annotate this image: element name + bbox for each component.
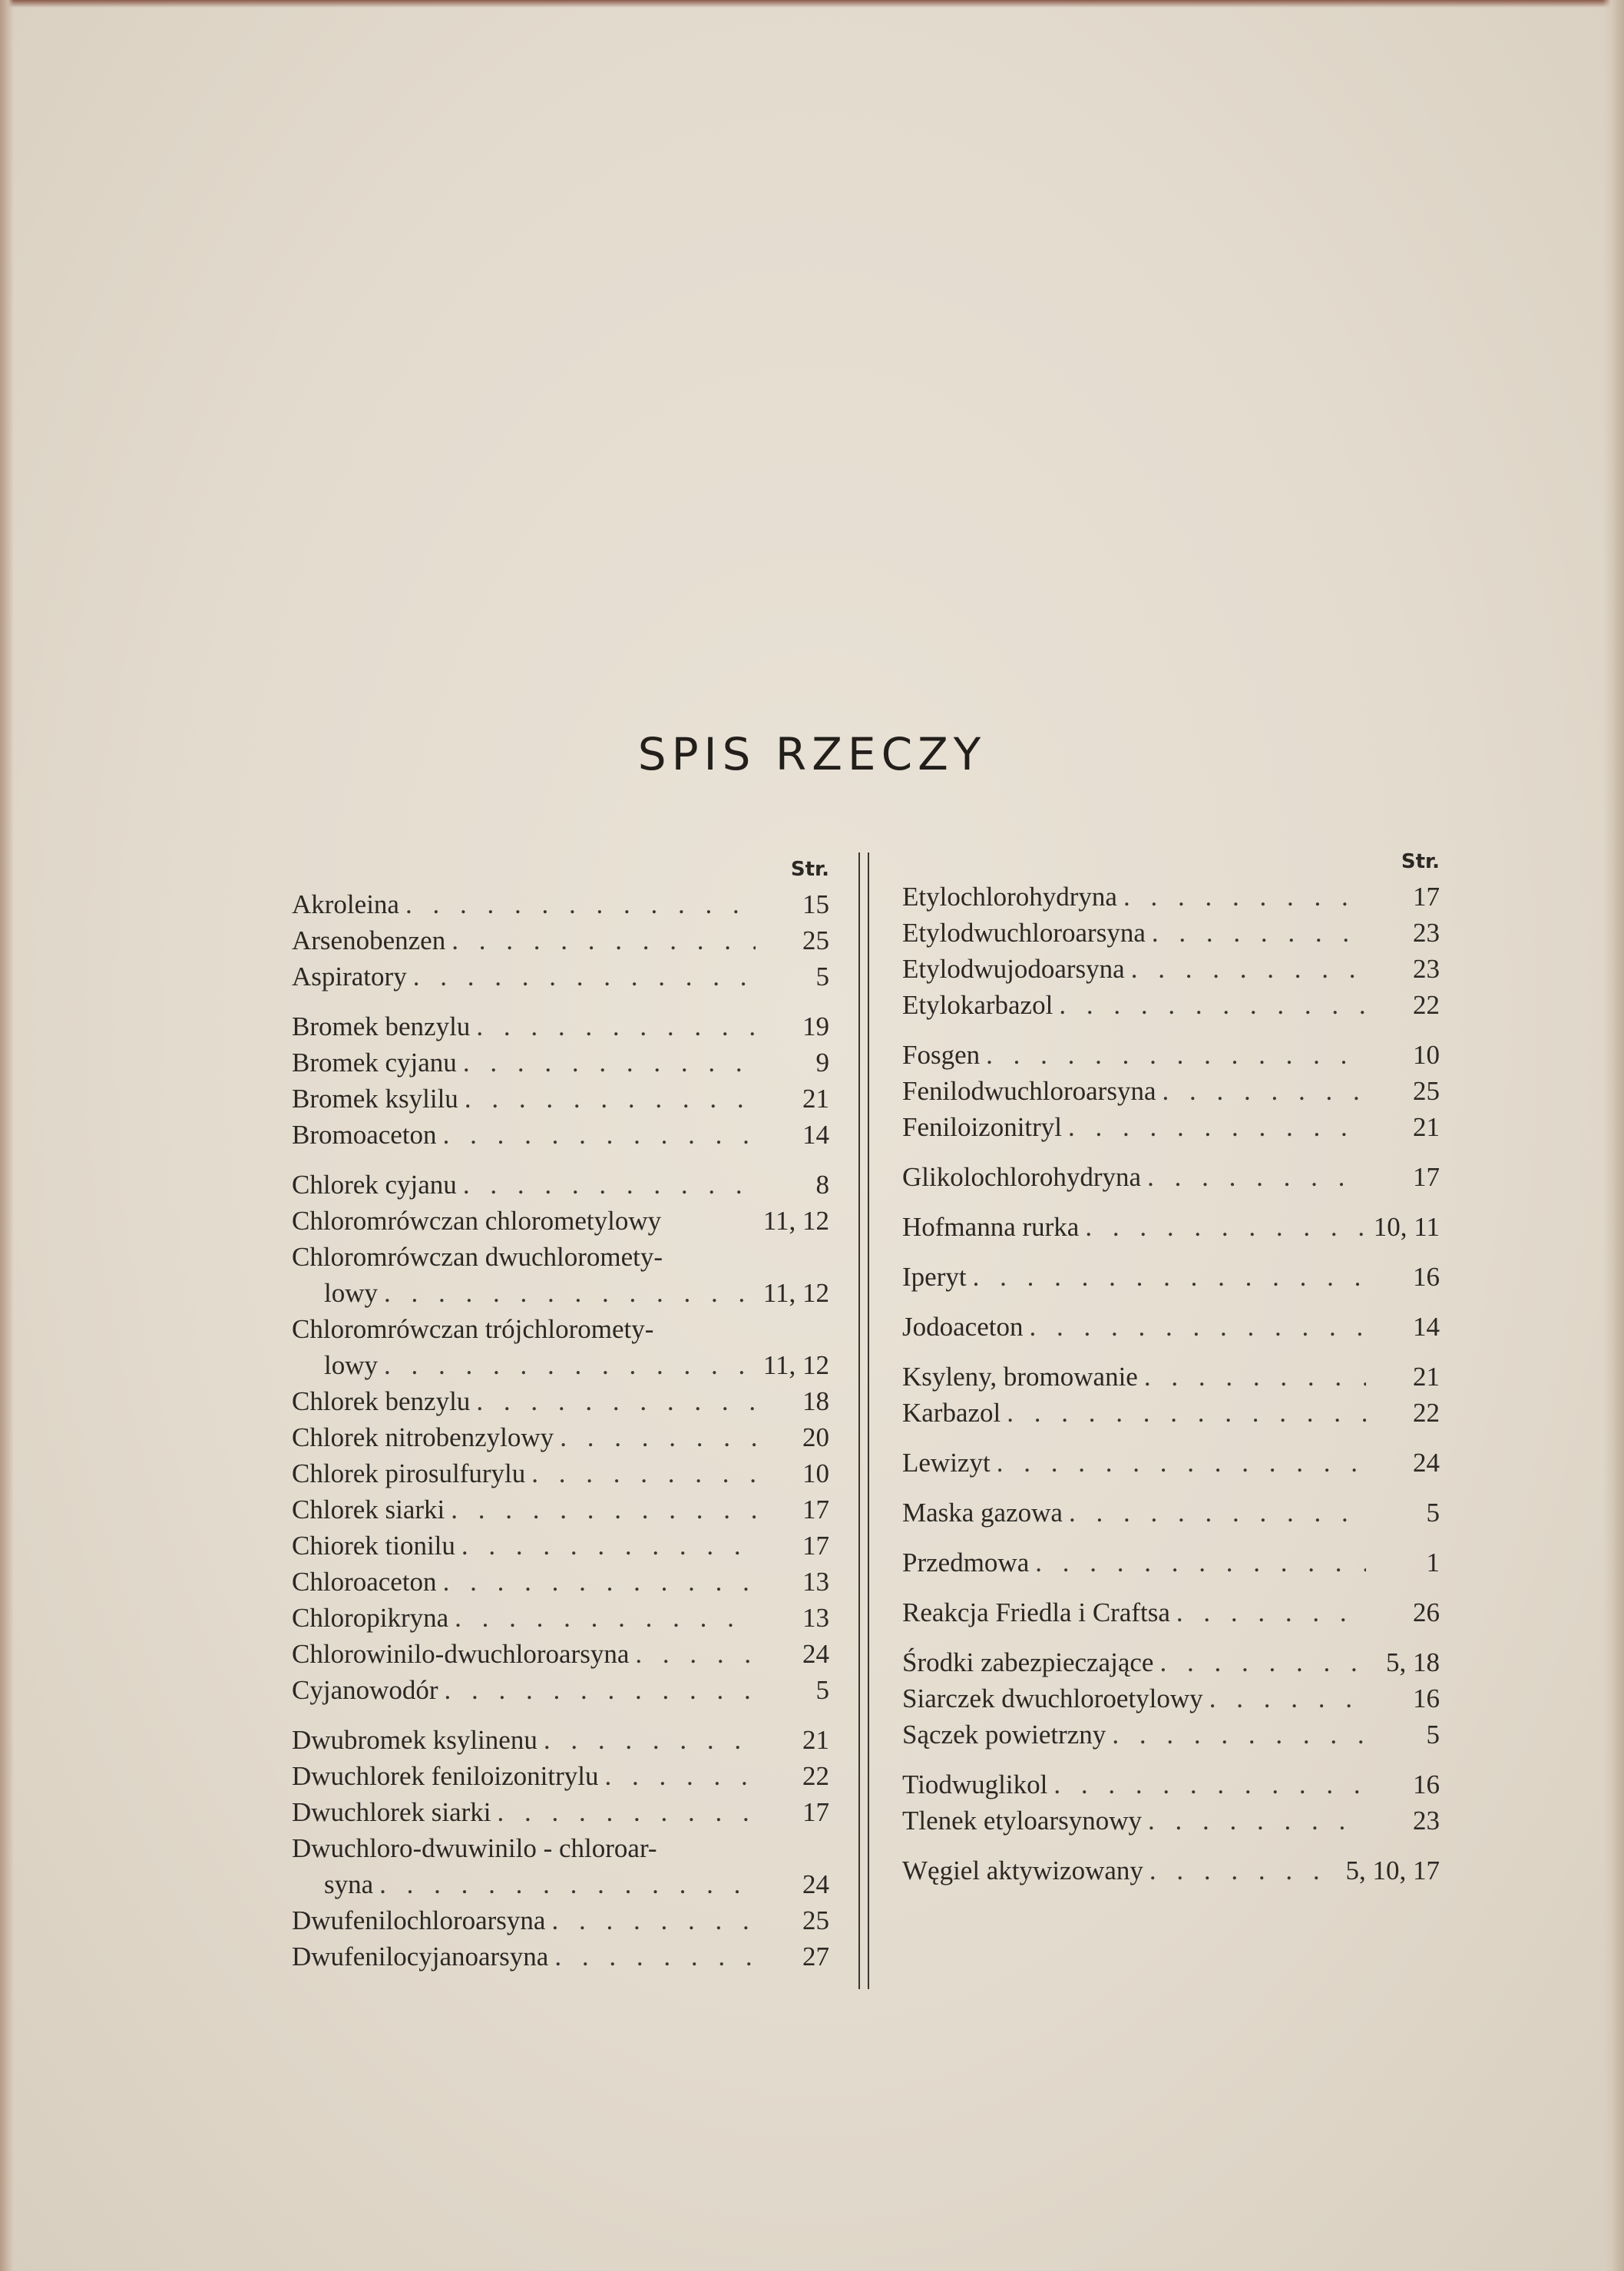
toc-entry-label: Chloromrówczan trójchloromety-: [292, 1314, 654, 1344]
toc-entry: [902, 987, 1440, 1023]
toc-entry: [902, 1544, 1440, 1581]
toc-entry: [292, 1117, 829, 1153]
dot-leader: [545, 1902, 756, 1938]
toc-group: [902, 1495, 1440, 1531]
toc-right-entries: [902, 879, 1440, 1889]
toc-entry-label: Etylodwujodoarsyna: [902, 954, 1125, 984]
toc-entry: [292, 1600, 829, 1636]
toc-group: [902, 1445, 1440, 1481]
toc-entry-page: 13: [802, 1603, 829, 1633]
toc-entry-page: 11, 12: [762, 1206, 829, 1236]
toc-entry: [292, 1455, 829, 1491]
toc-entry: [902, 1259, 1440, 1295]
dot-leader: [1001, 1395, 1366, 1431]
toc-entry-page: 17: [1413, 882, 1440, 912]
toc-group: [902, 1037, 1440, 1145]
toc-entry-page: 24: [802, 1869, 829, 1899]
toc-group: [902, 1359, 1440, 1431]
column-divider: [858, 852, 869, 1989]
toc-entry: [292, 1239, 829, 1275]
toc-entry-label: Dwuchloro-dwuwinilo - chloroar-: [292, 1833, 657, 1863]
toc-entry: [292, 1044, 829, 1081]
toc-entry-label: Ksyleny, bromowanie: [902, 1362, 1138, 1392]
dot-leader: [1063, 1495, 1366, 1531]
toc-entry-page: 23: [1413, 918, 1440, 948]
toc-entry-page: 5, 18: [1386, 1647, 1440, 1677]
dot-leader: [378, 1275, 756, 1311]
toc-group: [292, 1167, 829, 1708]
toc-entry-label: Hofmanna rurka: [902, 1212, 1080, 1242]
toc-entry: [902, 1680, 1440, 1716]
toc-entry-label: Chloromrówczan dwuchloromety-: [292, 1242, 663, 1272]
toc-group: [902, 1852, 1440, 1889]
dot-leader: [980, 1037, 1366, 1073]
toc-entry-page: 11, 12: [762, 1350, 829, 1380]
toc-group: [902, 1766, 1440, 1839]
toc-entry-label: Arsenobenzen: [292, 925, 446, 955]
dot-leader: [548, 1938, 756, 1975]
dot-leader: [525, 1455, 756, 1491]
dot-leader: [1142, 1803, 1366, 1839]
dot-leader: [470, 1008, 756, 1044]
toc-entry: [902, 915, 1440, 951]
dot-leader: [629, 1636, 756, 1672]
toc-entry-page: 26: [1413, 1597, 1440, 1627]
toc-entry-page: 18: [802, 1386, 829, 1416]
toc-entry-label: Chlorek cyjanu: [292, 1170, 457, 1200]
toc-entry-page: 17: [1413, 1162, 1440, 1192]
toc-entry: [902, 1309, 1440, 1345]
toc-entry: [902, 1109, 1440, 1145]
toc-entry-label: Chlorek siarki: [292, 1495, 445, 1524]
dot-leader: [373, 1866, 756, 1902]
toc-entry: [292, 1564, 829, 1600]
toc-entry: [902, 1852, 1440, 1889]
dot-leader: [457, 1044, 756, 1081]
toc-entry-page: 10: [1413, 1040, 1440, 1070]
toc-entry: [902, 1766, 1440, 1803]
toc-entry: [292, 1347, 829, 1383]
toc-right-column: [902, 845, 1440, 1902]
str-header-right: Str.: [1401, 850, 1440, 873]
dot-leader: [1156, 1073, 1366, 1109]
toc-entry: [292, 1866, 829, 1902]
toc-left-column: [292, 852, 829, 1988]
dot-leader: [491, 1794, 756, 1830]
dot-leader: [1125, 951, 1366, 987]
toc-entry: [292, 922, 829, 958]
toc-entry-label: Chlorek nitrobenzylowy: [292, 1422, 554, 1452]
toc-entry: [902, 951, 1440, 987]
toc-entry-label: Jodoaceton: [902, 1312, 1024, 1342]
toc-entry-page: 27: [802, 1942, 829, 1971]
toc-entry-page: 16: [1413, 1769, 1440, 1799]
toc-entry-label: Chlorek pirosulfurylu: [292, 1458, 526, 1488]
toc-entry-label: Feniloizonitryl: [902, 1112, 1063, 1142]
toc-entry-label: Bromek cyjanu: [292, 1048, 457, 1078]
toc-entry-label: syna: [324, 1869, 374, 1899]
toc-entry-label: Etylochlorohydryna: [902, 882, 1117, 912]
toc-entry: [292, 1008, 829, 1044]
dot-leader: [445, 922, 756, 958]
toc-entry: [292, 1081, 829, 1117]
toc-entry: [902, 1716, 1440, 1753]
toc-entry: [292, 958, 829, 995]
toc-entry-page: 5: [815, 962, 829, 991]
toc-group: [902, 1309, 1440, 1345]
dot-leader: [407, 958, 756, 995]
toc-entry-page: 14: [802, 1120, 829, 1150]
toc-group: [902, 1159, 1440, 1195]
toc-group: [902, 1594, 1440, 1630]
toc-group: [902, 1644, 1440, 1753]
toc-entry-label: Chiorek tionilu: [292, 1531, 455, 1561]
toc-entry: [902, 1644, 1440, 1680]
toc-entry-label: Dwuchlorek feniloizonitrylu: [292, 1761, 599, 1791]
toc-entry-label: Akroleina: [292, 889, 399, 919]
toc-entry-page: 5: [1426, 1498, 1440, 1528]
toc-entry-page: 21: [802, 1725, 829, 1755]
toc-left-entries: [292, 886, 829, 1975]
toc-entry-page: 10: [802, 1458, 829, 1488]
toc-entry: [292, 1830, 829, 1866]
toc-entry-page: 23: [1413, 954, 1440, 984]
toc-entry: [292, 1383, 829, 1419]
toc-entry-label: Karbazol: [902, 1398, 1001, 1428]
toc-entry-label: Etylokarbazol: [902, 990, 1053, 1020]
toc-group: [902, 1259, 1440, 1295]
page-top-edge: [0, 0, 1624, 8]
toc-entry-label: Sączek powietrzny: [902, 1720, 1106, 1750]
toc-entry-label: Dwubromek ksylinenu: [292, 1725, 537, 1755]
page-left-edge: [0, 0, 14, 2271]
toc-entry: [902, 1594, 1440, 1630]
toc-entry-label: Węgiel aktywizowany: [902, 1856, 1143, 1885]
dot-leader: [378, 1347, 756, 1383]
toc-entry-page: 5, 10, 17: [1345, 1856, 1440, 1885]
toc-entry-label: Bromek ksylilu: [292, 1084, 458, 1114]
dot-leader: [1153, 1644, 1366, 1680]
toc-entry: [902, 879, 1440, 915]
page-title: SPIS RZECZY: [637, 728, 987, 780]
dot-leader: [1143, 1852, 1341, 1889]
toc-entry: [902, 1209, 1440, 1245]
toc-entry: [292, 1203, 829, 1239]
toc-entry-page: 25: [802, 925, 829, 955]
toc-entry-label: Fosgen: [902, 1040, 981, 1070]
dot-leader: [991, 1445, 1366, 1481]
toc-entry: [292, 1672, 829, 1708]
toc-entry: [902, 1159, 1440, 1195]
toc-entry-label: Fenilodwuchloroarsyna: [902, 1076, 1156, 1106]
toc-entry-page: 17: [802, 1495, 829, 1524]
toc-entry: [292, 1167, 829, 1203]
dot-leader: [598, 1758, 756, 1794]
toc-entry-label: Tiodwuglikol: [902, 1769, 1048, 1799]
page-right-edge: [1603, 0, 1624, 2271]
toc-entry-page: 21: [1413, 1112, 1440, 1142]
toc-entry-label: Środki zabezpieczające: [902, 1647, 1154, 1677]
toc-entry-page: 21: [802, 1084, 829, 1114]
dot-leader: [437, 1564, 756, 1600]
toc-entry: [292, 1938, 829, 1975]
dot-leader: [1023, 1309, 1366, 1345]
toc-entry-page: 22: [1413, 1398, 1440, 1428]
toc-entry-page: 9: [815, 1048, 829, 1078]
toc-entry-label: Dwuchlorek siarki: [292, 1797, 491, 1827]
toc-group: [902, 1209, 1440, 1245]
toc-entry-label: Bromek benzylu: [292, 1011, 471, 1041]
toc-entry-label: Przedmowa: [902, 1548, 1030, 1577]
toc-entry: [902, 1073, 1440, 1109]
dot-leader: [967, 1259, 1366, 1295]
toc-entry-page: 22: [1413, 990, 1440, 1020]
toc-entry: [292, 1311, 829, 1347]
toc-entry-page: 16: [1413, 1262, 1440, 1292]
dot-leader: [1053, 987, 1366, 1023]
toc-group: [902, 879, 1440, 1023]
toc-group: [292, 1722, 829, 1975]
toc-entry: [292, 1722, 829, 1758]
dot-leader: [399, 886, 756, 922]
dot-leader: [1141, 1159, 1366, 1195]
toc-entry-label: Etylodwuchloroarsyna: [902, 918, 1146, 948]
toc-entry-page: 25: [802, 1905, 829, 1935]
dot-leader: [1138, 1359, 1366, 1395]
toc-entry-page: 14: [1413, 1312, 1440, 1342]
str-header-left: Str.: [790, 858, 829, 881]
toc-entry-label: Iperyt: [902, 1262, 967, 1292]
dot-leader: [458, 1081, 756, 1117]
dot-leader: [554, 1419, 756, 1455]
toc-group: [292, 886, 829, 995]
toc-entry-label: Dwufenilochloroarsyna: [292, 1905, 546, 1935]
dot-leader: [470, 1383, 756, 1419]
toc-entry-page: 25: [1413, 1076, 1440, 1106]
toc-entry: [292, 1419, 829, 1455]
toc-entry-label: Chlorek benzylu: [292, 1386, 471, 1416]
toc-entry-label: Chloropikryna: [292, 1603, 449, 1633]
dot-leader: [457, 1167, 756, 1203]
dot-leader: [1203, 1680, 1366, 1716]
toc-entry: [902, 1495, 1440, 1531]
toc-entry-label: Tlenek etyloarsynowy: [902, 1806, 1142, 1836]
toc-entry-page: 15: [802, 889, 829, 919]
dot-leader: [437, 1117, 756, 1153]
toc-entry-label: Reakcja Friedla i Craftsa: [902, 1597, 1170, 1627]
toc-entry-page: 16: [1413, 1683, 1440, 1713]
toc-entry-page: 1: [1426, 1548, 1440, 1577]
dot-leader: [1062, 1109, 1366, 1145]
dot-leader: [1170, 1594, 1366, 1630]
toc-entry-label: lowy: [324, 1350, 378, 1380]
toc-entry: [902, 1395, 1440, 1431]
dot-leader: [445, 1491, 756, 1528]
toc-entry-label: Bromoaceton: [292, 1120, 437, 1150]
toc-entry-page: 24: [802, 1639, 829, 1669]
toc-entry-page: 10, 11: [1373, 1212, 1440, 1242]
toc-entry-label: Siarczek dwuchloroetylowy: [902, 1683, 1203, 1713]
dot-leader: [1047, 1766, 1366, 1803]
toc-entry: [292, 1491, 829, 1528]
toc-entry-page: 19: [802, 1011, 829, 1041]
toc-entry-label: Lewizyt: [902, 1448, 991, 1478]
toc-entry-page: 24: [1413, 1448, 1440, 1478]
toc-entry-label: Maska gazowa: [902, 1498, 1063, 1528]
toc-entry-page: 17: [802, 1531, 829, 1561]
dot-leader: [1106, 1716, 1366, 1753]
toc-entry-page: 21: [1413, 1362, 1440, 1392]
toc-entry: [292, 1636, 829, 1672]
toc-entry: [292, 1528, 829, 1564]
toc-entry-page: 13: [802, 1567, 829, 1597]
toc-entry-label: Chloroaceton: [292, 1567, 437, 1597]
dot-leader: [1117, 879, 1366, 915]
toc-entry-label: Chloromrówczan chlorometylowy: [292, 1206, 662, 1236]
toc-entry-page: 22: [802, 1761, 829, 1791]
dot-leader: [438, 1672, 756, 1708]
dot-leader: [537, 1722, 756, 1758]
toc-entry: [902, 1037, 1440, 1073]
toc-entry-label: Glikolochlorohydryna: [902, 1162, 1142, 1192]
toc-entry-page: 17: [802, 1797, 829, 1827]
toc-entry-label: Chlorowinilo-dwuchloroarsyna: [292, 1639, 630, 1669]
toc-entry-label: Dwufenilocyjanoarsyna: [292, 1942, 549, 1971]
toc-group: [292, 1008, 829, 1153]
toc-entry: [902, 1803, 1440, 1839]
toc-entry-page: 20: [802, 1422, 829, 1452]
toc-group: [902, 1544, 1440, 1581]
toc-entry: [292, 1275, 829, 1311]
toc-entry-label: Cyjanowodór: [292, 1675, 438, 1705]
toc-entry-page: 5: [815, 1675, 829, 1705]
dot-leader: [1146, 915, 1366, 951]
dot-leader: [1029, 1544, 1366, 1581]
toc-entry-page: 5: [1426, 1720, 1440, 1750]
dot-leader: [448, 1600, 756, 1636]
dot-leader: [1079, 1209, 1366, 1245]
dot-leader: [455, 1528, 756, 1564]
toc-entry: [292, 1902, 829, 1938]
toc-entry-page: 23: [1413, 1806, 1440, 1836]
toc-entry: [902, 1359, 1440, 1395]
toc-entry-label: Aspiratory: [292, 962, 407, 991]
toc-entry-page: 8: [815, 1170, 829, 1200]
toc-entry: [292, 1794, 829, 1830]
toc-entry-page: 11, 12: [762, 1278, 829, 1308]
toc-entry: [292, 1758, 829, 1794]
toc-entry-label: lowy: [324, 1278, 378, 1308]
toc-entry: [292, 886, 829, 922]
toc-entry: [902, 1445, 1440, 1481]
